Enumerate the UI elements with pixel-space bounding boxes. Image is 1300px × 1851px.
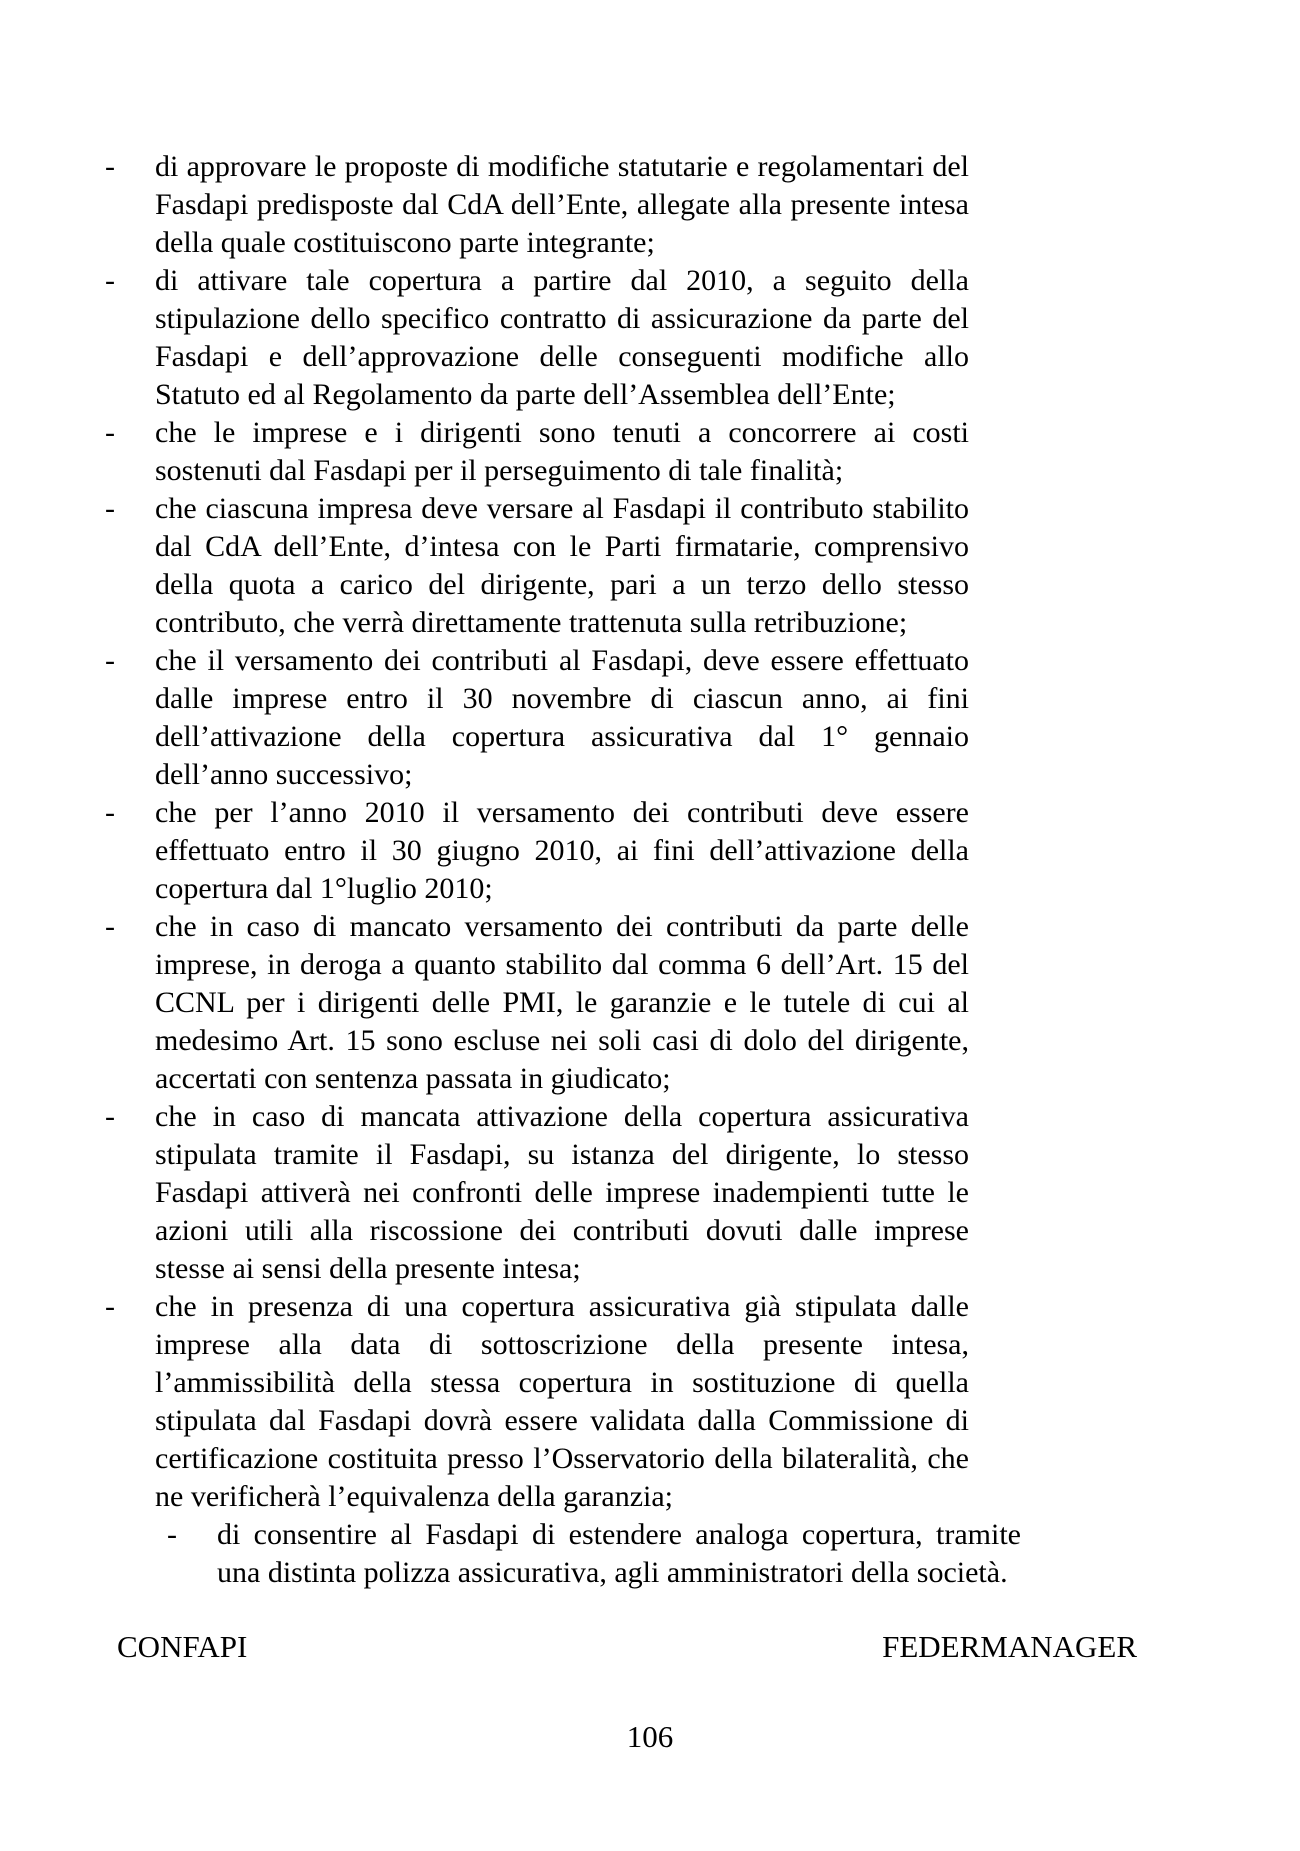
bullet-marker: - (105, 264, 115, 297)
list-item (103, 262, 969, 414)
bullet-list (103, 148, 1021, 1592)
list-item (103, 642, 969, 794)
bullet-marker: - (105, 492, 115, 525)
bullet-marker: - (105, 150, 115, 183)
list-item-text: che le imprese e i dirigenti sono tenuti a concorrere ai costi sostenuti dal Fasdapi per il perseguimento di tale finalità; (155, 416, 969, 487)
bullet-marker: - (105, 1290, 115, 1323)
signature-left: CONFAPI (117, 1629, 248, 1664)
list-item-nested (165, 1516, 1021, 1592)
list-item-text: che in caso di mancata attivazione della copertura assicurativa stipulata tramite il Fasdapi, su istanza del dirigente, lo stesso Fasdapi attiverà nei confronti delle imprese inadempienti tutte le azioni utili alla riscossione dei contributi dovuti dalle imprese stesse ai sensi della presente intesa; (155, 1100, 969, 1285)
list-item-text: che in presenza di una copertura assicurativa già stipulata dalle imprese alla data di sottoscrizione della presente intesa, l’ammissibilità della stessa copertura in sostituzione di quella stipulata dal Fasdapi dovrà essere validata dalla Commissione di certificazione costituita presso l’Osservatorio della bilateralità, che ne verificherà l’equivalenza della garanzia; (155, 1290, 969, 1513)
list-item-text: che il versamento dei contributi al Fasdapi, deve essere effettuato dalle imprese entro il 30 novembre di ciascun anno, ai fini dell’attivazione della copertura assicurativa dal 1° gennaio dell’anno successivo; (155, 644, 969, 791)
page-number: 106 (626, 1719, 674, 1754)
list-item-text: che per l’anno 2010 il versamento dei contributi deve essere effettuato entro il 30 giugno 2010, ai fini dell’attivazione della copertura dal 1°luglio 2010; (155, 796, 969, 905)
bullet-marker: - (105, 416, 115, 449)
bullet-marker: - (105, 1100, 115, 1133)
list-item (103, 1288, 969, 1516)
signature-row (0, 1628, 1300, 1666)
list-item (103, 490, 969, 642)
bullet-marker: - (105, 644, 115, 677)
list-item-text: che ciascuna impresa deve versare al Fasdapi il contributo stabilito dal CdA dell’Ente, d’intesa con le Parti firmatarie, comprensivo della quota a carico del dirigente, pari a un terzo dello stesso contributo, che verrà direttamente trattenuta sulla retribuzione; (155, 492, 969, 639)
list-item (103, 414, 969, 490)
bullet-marker: - (167, 1518, 177, 1551)
list-item (103, 908, 969, 1098)
list-item-text: di approvare le proposte di modifiche statutarie e regolamentari del Fasdapi predisposte dal CdA dell’Ente, allegate alla presente intesa della quale costituiscono parte integrante; (155, 150, 969, 259)
bullet-marker: - (105, 796, 115, 829)
list-item-text: di attivare tale copertura a partire dal 2010, a seguito della stipulazione dello specifico contratto di assicurazione da parte del Fasdapi e dell’approvazione delle conseguenti modifiche allo Statuto ed al Regolamento da parte dell’Assemblea dell’Ente; (155, 264, 969, 411)
list-item-text: di consentire al Fasdapi di estendere analoga copertura, tramite una distinta polizza assicurativa, agli amministratori della società. (217, 1518, 1021, 1589)
list-item (103, 794, 969, 908)
list-item (103, 148, 969, 262)
signature-right: FEDERMANAGER (882, 1629, 1137, 1664)
list-item (103, 1098, 969, 1288)
bullet-marker: - (105, 910, 115, 943)
list-item-text: che in caso di mancato versamento dei contributi da parte delle imprese, in deroga a quanto stabilito dal comma 6 dell’Art. 15 del CCNL per i dirigenti delle PMI, le garanzie e le tutele di cui al medesimo Art. 15 sono escluse nei soli casi di dolo del dirigente, accertati con sentenza passata in giudicato; (155, 910, 969, 1095)
